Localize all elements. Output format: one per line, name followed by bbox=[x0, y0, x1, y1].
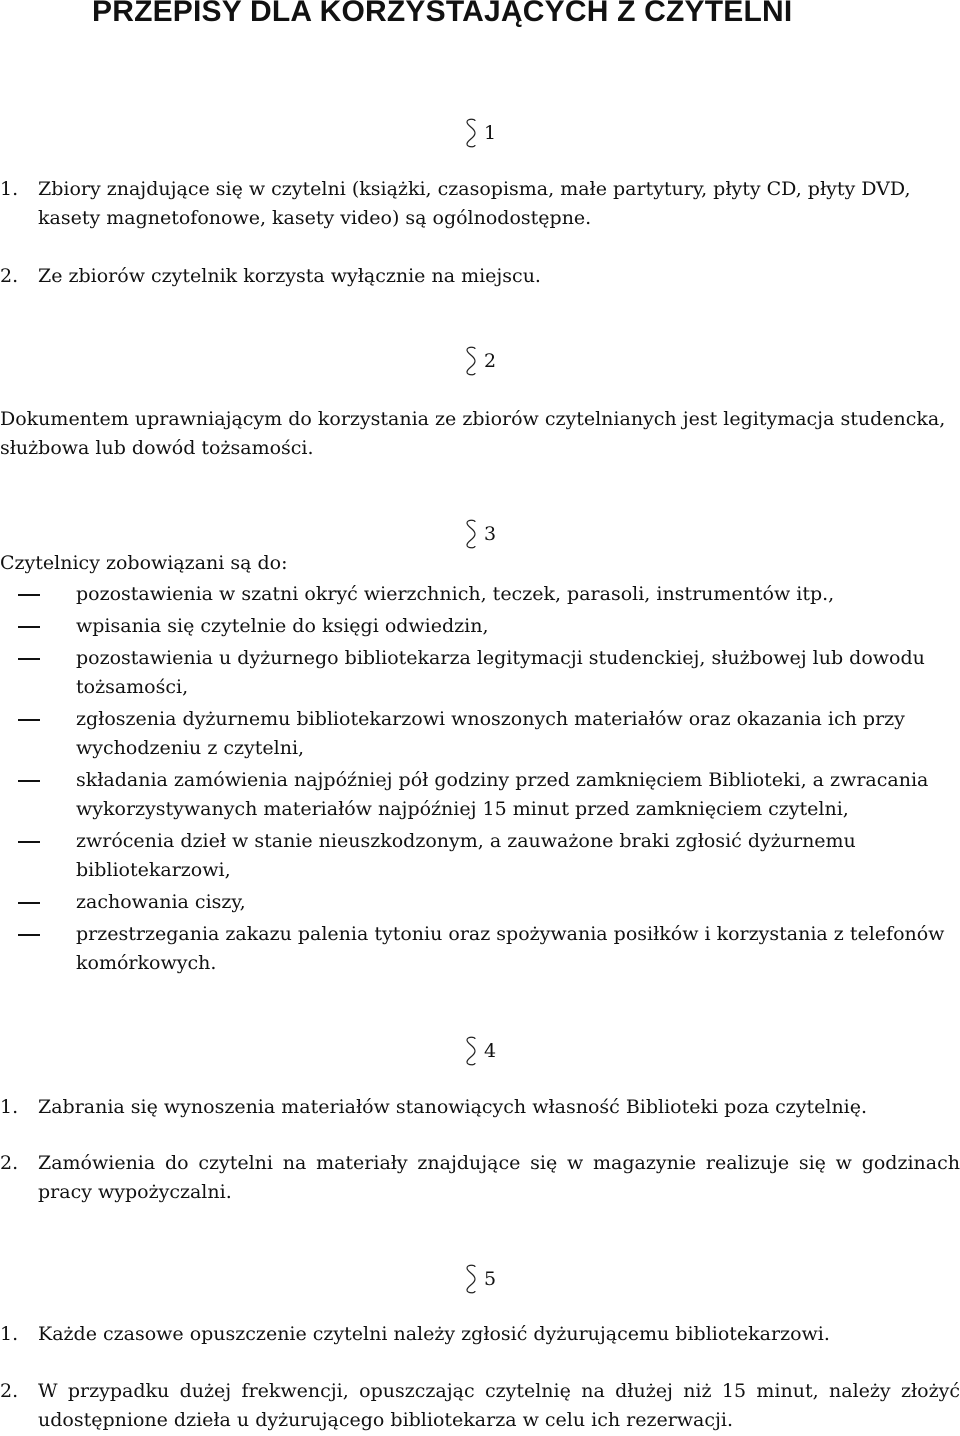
list-item bbox=[0, 920, 960, 978]
section-3-intro: Czytelnicy zobowiązani są do: bbox=[0, 552, 288, 574]
list-item bbox=[0, 612, 960, 641]
list-item bbox=[0, 705, 960, 763]
list-item bbox=[0, 1377, 960, 1435]
list-item bbox=[0, 1093, 960, 1122]
list-item bbox=[0, 262, 960, 291]
item-number: 2. bbox=[0, 1152, 19, 1174]
item-text: pozostawienia w szatni okryć wierzchnich, teczek, parasoli, instrumentów itp., bbox=[76, 583, 835, 605]
dash-bullet bbox=[18, 626, 40, 628]
list-item bbox=[0, 827, 960, 885]
section-heading-2 bbox=[466, 346, 526, 376]
section-number: 5 bbox=[484, 1268, 497, 1290]
section-sign-icon bbox=[466, 1264, 476, 1294]
item-text: składania zamówienia najpóźniej pół godziny przed zamknięciem Biblioteki, a zwracania wykorzystywanych materiałów najpóźniej 15 minut przed zamknięciem czytelni, bbox=[76, 769, 929, 820]
list-item bbox=[0, 1320, 960, 1349]
list-item bbox=[0, 766, 960, 824]
list-item bbox=[0, 175, 960, 233]
item-text: przestrzegania zakazu palenia tytoniu oraz spożywania posiłków i korzystania z telefonów komórkowych. bbox=[76, 923, 945, 974]
section-2-paragraph: Dokumentem uprawniającym do korzystania ze zbiorów czytelnianych jest legitymacja studencka, służbowa lub dowód tożsamości. bbox=[0, 408, 946, 459]
item-number: 2. bbox=[0, 1380, 19, 1402]
section-sign-icon bbox=[466, 519, 476, 549]
dash-bullet bbox=[18, 934, 40, 936]
item-number: 1. bbox=[0, 1096, 19, 1118]
item-text: Zbiory znajdujące się w czytelni (książki, czasopisma, małe partytury, płyty CD, płyty DVD, kasety magnetofonowe, kasety video) są ogólnodostępne. bbox=[38, 178, 911, 229]
dash-bullet bbox=[18, 841, 40, 843]
section-sign-icon bbox=[466, 118, 476, 148]
item-number: 1. bbox=[0, 1323, 19, 1345]
item-text: wpisania się czytelnie do księgi odwiedzin, bbox=[76, 615, 489, 637]
dash-bullet bbox=[18, 594, 40, 596]
section-number: 2 bbox=[484, 350, 497, 372]
section-number: 1 bbox=[484, 122, 497, 144]
item-text: Ze zbiorów czytelnik korzysta wyłącznie na miejscu. bbox=[38, 265, 541, 287]
list-item bbox=[0, 1149, 960, 1207]
page-title: PRZEPISY DLA KORZYSTAJĄCYCH Z CZYTELNI bbox=[92, 0, 793, 28]
dash-bullet bbox=[18, 780, 40, 782]
section-heading-3 bbox=[466, 519, 526, 549]
item-text: zwrócenia dzieł w stanie nieuszkodzonym, a zauważone braki zgłosić dyżurnemu bibliotekarzowi, bbox=[76, 830, 856, 881]
section-sign-icon bbox=[466, 346, 476, 376]
section-heading-5 bbox=[466, 1264, 526, 1294]
item-text: zgłoszenia dyżurnemu bibliotekarzowi wnoszonych materiałów oraz okazania ich przy wychodzeniu z czytelni, bbox=[76, 708, 905, 759]
section-sign-icon bbox=[466, 1036, 476, 1066]
item-text: pozostawienia u dyżurnego bibliotekarza legitymacji studenckiej, służbowej lub dowodu tożsamości, bbox=[76, 647, 925, 698]
dash-bullet bbox=[18, 658, 40, 660]
dash-bullet bbox=[18, 902, 40, 904]
section-heading-4 bbox=[466, 1036, 526, 1066]
section-number: 4 bbox=[484, 1040, 497, 1062]
dash-bullet bbox=[18, 719, 40, 721]
list-item bbox=[0, 888, 960, 917]
item-text: W przypadku dużej frekwencji, opuszczając czytelnię na dłużej niż 15 minut, należy złożyć udostępnione dzieła u dyżurującego bibliotekarza w celu ich rezerwacji. bbox=[38, 1380, 960, 1431]
item-text: Zamówienia do czytelni na materiały znajdujące się w magazynie realizuje się w godzinach pracy wypożyczalni. bbox=[38, 1152, 960, 1203]
item-number: 2. bbox=[0, 265, 19, 287]
item-text: Każde czasowe opuszczenie czytelni należy zgłosić dyżurującemu bibliotekarzowi. bbox=[38, 1323, 830, 1345]
item-text: zachowania ciszy, bbox=[76, 891, 246, 913]
list-item bbox=[0, 580, 960, 609]
item-number: 1. bbox=[0, 178, 19, 200]
list-item bbox=[0, 644, 960, 702]
section-heading-1 bbox=[466, 118, 526, 148]
section-number: 3 bbox=[484, 523, 497, 545]
item-text: Zabrania się wynoszenia materiałów stanowiących własność Biblioteki poza czytelnię. bbox=[38, 1096, 868, 1118]
